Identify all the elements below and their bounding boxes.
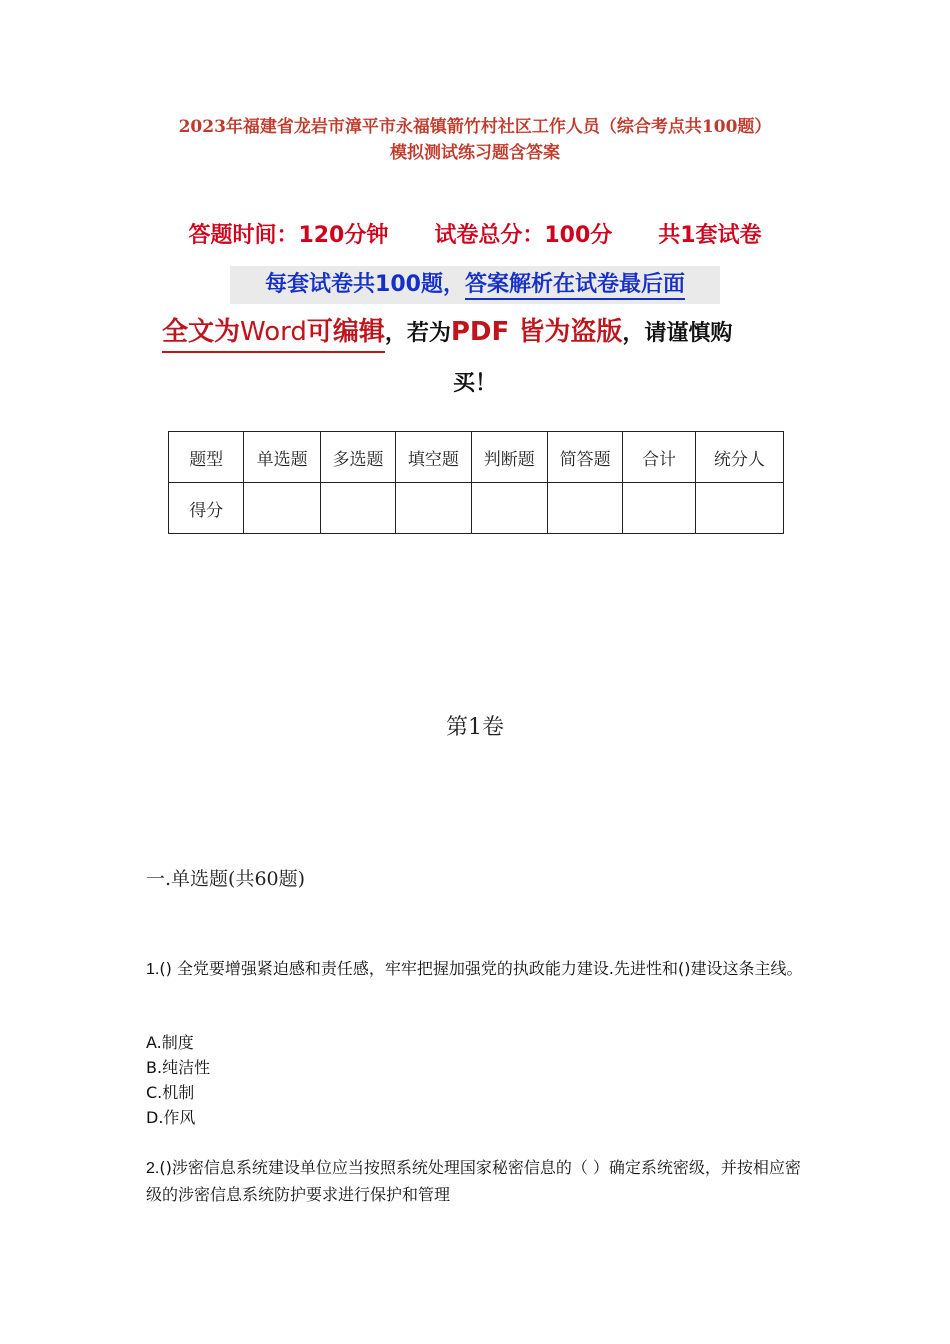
question-item bbox=[146, 1155, 816, 1208]
table-header-cell: 简答题 bbox=[547, 432, 622, 483]
answer-notice-banner bbox=[230, 266, 720, 304]
score-cell bbox=[244, 483, 320, 534]
option-c: C.机制 bbox=[146, 1083, 195, 1102]
table-header-cell: 填空题 bbox=[396, 432, 471, 483]
banner-text-2: 答案解析在试卷最后面 bbox=[465, 272, 685, 300]
score-table-score-row bbox=[169, 483, 784, 534]
score-cell bbox=[547, 483, 622, 534]
exam-time: 答题时间：120分钟 bbox=[188, 223, 389, 248]
table-header-cell: 合计 bbox=[623, 432, 695, 483]
table-header-cell: 多选题 bbox=[320, 432, 395, 483]
notice-part4: ，若为 bbox=[384, 321, 451, 346]
notice-buy-line: 买！ bbox=[452, 371, 497, 396]
banner-text-1: 每套试卷共100题， bbox=[265, 272, 465, 297]
document-title-line1: 2023年福建省龙岩市漳平市永福镇箭竹村社区工作人员（综合考点共100题） bbox=[178, 117, 772, 137]
score-table-header-row bbox=[169, 432, 784, 483]
score-cell bbox=[320, 483, 395, 534]
question-number: 1. bbox=[146, 961, 160, 978]
score-cell bbox=[396, 483, 471, 534]
score-cell bbox=[695, 483, 783, 534]
question-number: 2. bbox=[146, 1160, 160, 1177]
option-a: A.制度 bbox=[146, 1033, 194, 1052]
table-header-cell: 题型 bbox=[169, 432, 244, 483]
section-title: 一.单选题(共60题) bbox=[146, 868, 306, 890]
question-text: ()涉密信息系统建设单位应当按照系统处理国家秘密信息的（ ）确定系统密级，并按相应密级的涉密信息系统防护要求进行保护和管理 bbox=[146, 1158, 801, 1204]
notice-part3: 可编辑 bbox=[306, 317, 385, 347]
notice-part7: ，请谨慎购 bbox=[622, 321, 733, 346]
table-header-cell: 单选题 bbox=[244, 432, 320, 483]
question-text: () 全党要增强紧迫感和责任感，牢牢把握加强党的执政能力建设.先进性和()建设这条主线。 bbox=[159, 959, 803, 978]
notice-editable bbox=[162, 317, 385, 353]
table-row-label: 得分 bbox=[169, 483, 244, 534]
score-cell bbox=[471, 483, 547, 534]
copyright-notice bbox=[162, 314, 802, 352]
document-title-line2: 模拟测试练习题含答案 bbox=[390, 143, 560, 163]
score-cell bbox=[623, 483, 695, 534]
table-header-cell: 判断题 bbox=[471, 432, 547, 483]
notice-word: Word bbox=[240, 317, 307, 347]
question-item bbox=[146, 956, 816, 983]
option-b: B.纯洁性 bbox=[146, 1058, 211, 1077]
score-table bbox=[168, 431, 784, 534]
exam-meta-line bbox=[0, 218, 950, 249]
exam-set-count: 共1套试卷 bbox=[658, 223, 762, 248]
notice-pdf: PDF bbox=[450, 317, 510, 347]
volume-title: 第1卷 bbox=[446, 715, 504, 740]
table-header-cell: 统分人 bbox=[695, 432, 783, 483]
notice-piracy: 皆为盗版 bbox=[518, 317, 623, 347]
exam-total-score: 试卷总分：100分 bbox=[434, 223, 613, 248]
question-options bbox=[146, 1030, 210, 1130]
notice-part1: 全文为 bbox=[162, 317, 241, 347]
option-d: D.作风 bbox=[146, 1108, 196, 1127]
